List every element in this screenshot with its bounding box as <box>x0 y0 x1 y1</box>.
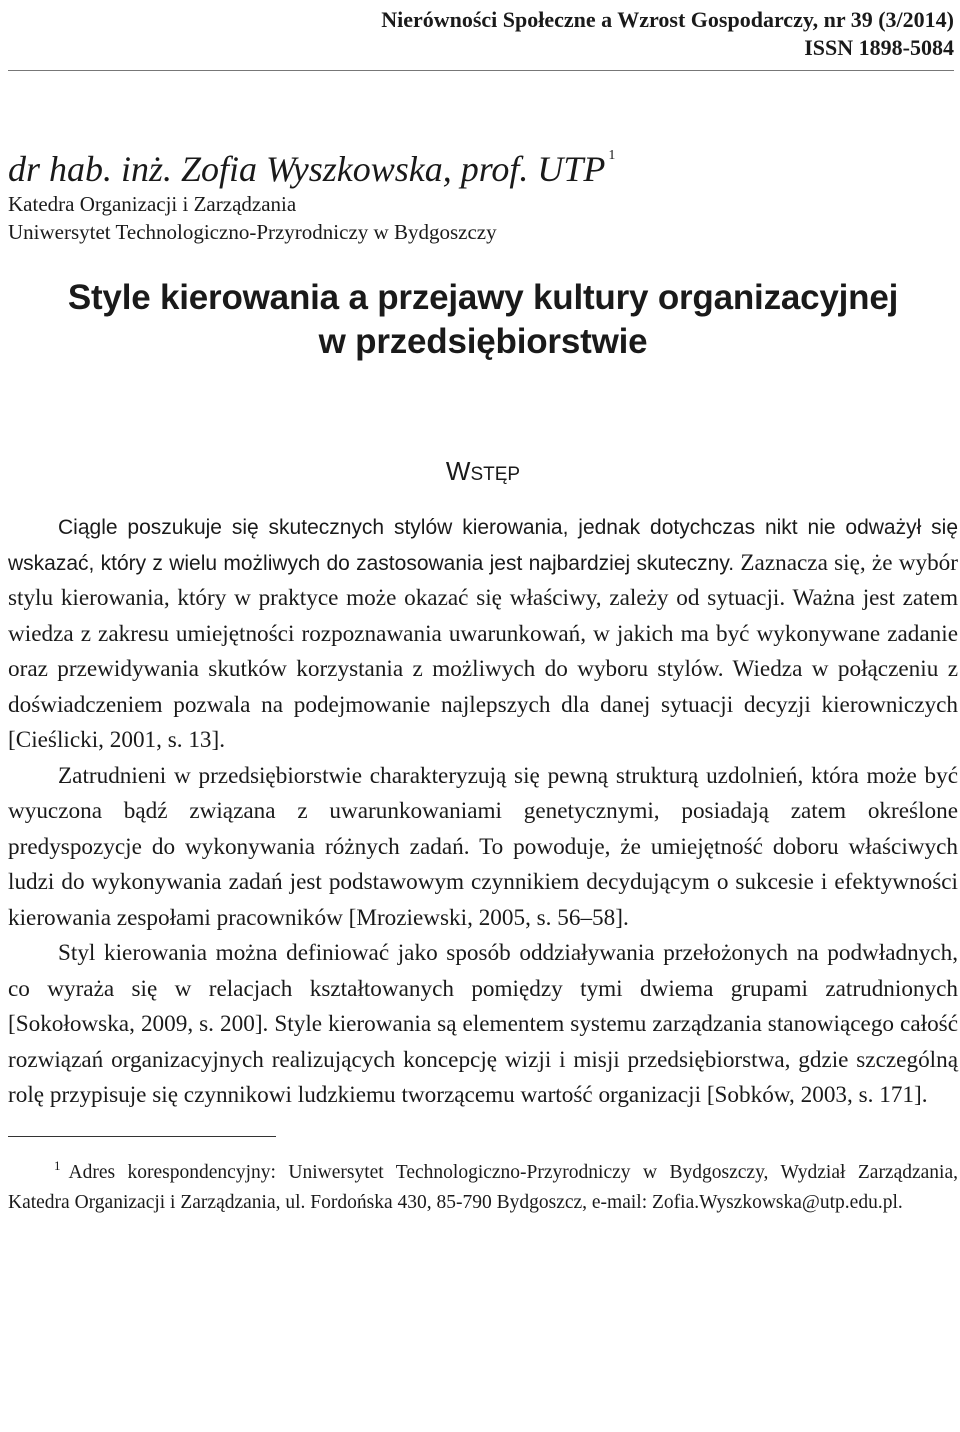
author-footnote-mark: 1 <box>608 148 616 163</box>
footnote-divider <box>8 1136 276 1137</box>
section-heading <box>8 454 958 492</box>
paragraph-1-serif-run: Zaznacza się, że wybór stylu kierowania, który w praktyce może okazać się właściwy, zależy od sytuacji. Ważna jest zatem wiedza z zakresu umiejętności rozpoznawania uwarunkowań, w jakich ma być wykonywane zadanie oraz przewidywania skutków korzystania z możliwych do wyboru stylów. Wiedza w połączeniu z doświadczeniem pozwala na podejmowanie najlepszych dla danej sytuacji decyzji kierowniczych [Cieślicki, 2001, s. 13]. <box>8 549 958 753</box>
header-divider <box>8 70 954 71</box>
author-affiliation-university: Uniwersytet Technologiczno-Przyrodniczy w Bydgoszczy <box>8 220 497 244</box>
section-heading-initial: W <box>445 456 471 486</box>
footnote-text: Adres korespondencyjny: Uniwersytet Technologiczno-Przyrodniczy w Bydgoszczy, Wydział Zarządzania, Katedra Organizacji i Zarządzania, ul. Fordońska 430, 85-790 Bydgoszcz, e-mail: Zofia.Wyszkowska@utp.edu.pl. <box>8 1161 958 1213</box>
footnote <box>8 1151 958 1218</box>
article-body <box>8 510 958 1114</box>
paragraph-1 <box>8 510 958 759</box>
author-affiliation-department: Katedra Organizacji i Zarządzania <box>8 192 297 216</box>
paragraph-3: Styl kierowania można definiować jako sposób oddziaływania przełożonych na podwładnych, co wyraża się w relacjach kształtowanych pomiędzy tymi dwiema grupami zatrudnionych [Sokołowska, 2009, s. 200]. Style kierowania są elementem systemu zarządzania stanowiącego całość rozwiązań organizacyjnych realizujących koncepcję wizji i misji przedsiębiorstwa, gdzie szczególną rolę przypisuje się czynnikowi ludzkiemu tworzącemu wartość organizacji [Sobków, 2003, s. 171]. <box>8 940 958 1108</box>
article-title-line-2: w przedsiębiorstwie <box>318 322 648 361</box>
article-title <box>8 276 958 364</box>
article-title-line-1: Style kierowania a przejawy kultury organizacyjnej <box>67 278 899 317</box>
journal-title: Nierówności Społeczne a Wzrost Gospodarczy, nr 39 (3/2014) <box>381 7 954 32</box>
running-header <box>8 0 958 62</box>
paragraph-1-sans-run: Ciągle poszukuje się skutecznych stylów kierowania, jednak dotychczas nikt nie odważył się wskazać, który z wielu możliwych do zastosowania jest najbardziej skuteczny. <box>8 516 958 575</box>
paragraph-2: Zatrudnieni w przedsiębiorstwie charakteryzują się pewną strukturą uzdolnień, która może być wyuczona bądź związana z uwarunkowaniami genetycznymi, posiadają zatem określone predyspozycje do wykonywania różnych zadań. To powoduje, że umiejętność doboru właściwych ludzi do wykonywania zadań jest podstawowym czynnikiem decydującym o sukcesie i efektywności kierowania zespołami pracowników [Mroziewski, 2005, s. 56–58]. <box>8 762 958 931</box>
document-page <box>8 0 958 1432</box>
author-name <box>8 135 958 190</box>
footnote-mark: 1 <box>54 1157 61 1173</box>
journal-issn: ISSN 1898-5084 <box>804 35 954 60</box>
section-heading-rest: STĘP <box>470 464 521 485</box>
author-name-text: dr hab. inż. Zofia Wyszkowska, prof. UTP <box>8 149 606 189</box>
